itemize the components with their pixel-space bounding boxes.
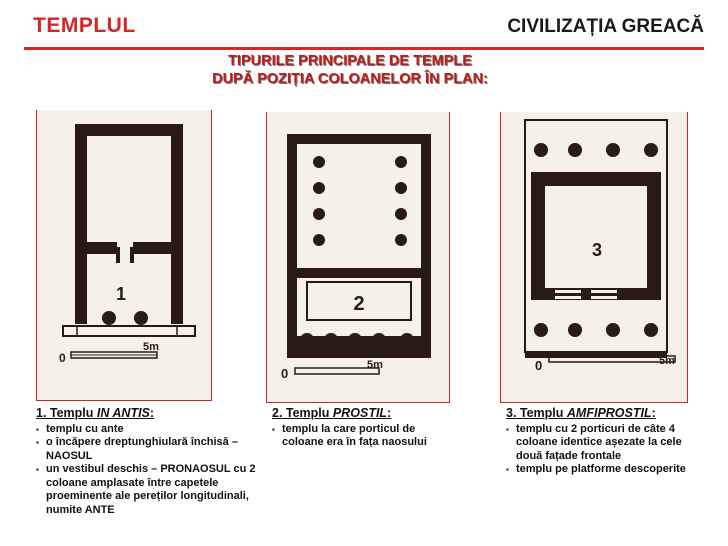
plan-in-antis [36,110,212,401]
caption-item: ▪ o încăpere dreptunghiulară închisă – NAOSUL [36,436,256,463]
caption-item: ▪ un vestibul deschis – PRONAOSUL cu 2 coloane amplasate între capetele proeminente ale pereților longitudinali, numite ANTE [36,463,256,517]
plan-amfiprostil [500,112,688,403]
caption-item: ▪ templu cu 2 porticuri de câte 4 coloane identice așezate la cele două fațade frontale [506,423,706,464]
caption-prostil [272,407,452,450]
scale-end-3: 5m [659,355,675,367]
plan-prostil [266,112,450,403]
scale-start-1: 0 [59,351,66,365]
subtitle-line-1: TIPURILE PRINCIPALE DE TEMPLE [228,53,472,69]
caption-title-prefix: 2. Templu [272,406,333,420]
scale-start-3: 0 [535,358,543,373]
caption-title-prefix: 3. Templu [506,406,567,420]
caption-amfiprostil [506,407,706,477]
caption-title-prefix: 1. Templu [36,406,97,420]
plan-in-antis-drawing [37,110,211,400]
plan-number-1: 1 [115,284,127,304]
caption-title [272,407,452,421]
caption-title [506,407,706,421]
caption-title-suffix: : [651,406,656,420]
caption-title-suffix: : [387,406,392,420]
caption-title-term: PROSTIL [332,406,388,420]
caption-title-term: IN ANTIS [96,406,150,420]
plan-amfiprostil-drawing [501,112,687,402]
subtitle-line-2: DUPĂ POZIȚIA COLOANELOR ÎN PLAN: [212,71,488,87]
header-divider [24,47,704,50]
caption-item: ▪ templu pe platforme descoperite [506,463,706,477]
caption-title-term: AMFIPROSTIL [566,406,652,420]
scale-end-2: 5m [367,359,383,371]
section-title: CIVILIZAȚIA GREACĂ [507,16,704,37]
caption-title [36,407,256,421]
caption-in-antis [36,407,256,517]
plan-number-2: 2 [353,293,365,315]
scale-start-2: 0 [281,366,289,381]
plan-number-3: 3 [591,240,603,260]
caption-title-suffix: : [149,406,155,420]
caption-item: ▪ templu la care porticul de coloane era în fața naosului [272,423,452,450]
scale-end-1: 5m [143,341,159,353]
plan-prostil-drawing [267,112,449,402]
caption-item: ▪ templu cu ante [36,423,256,437]
page-title: TEMPLUL [33,14,136,37]
